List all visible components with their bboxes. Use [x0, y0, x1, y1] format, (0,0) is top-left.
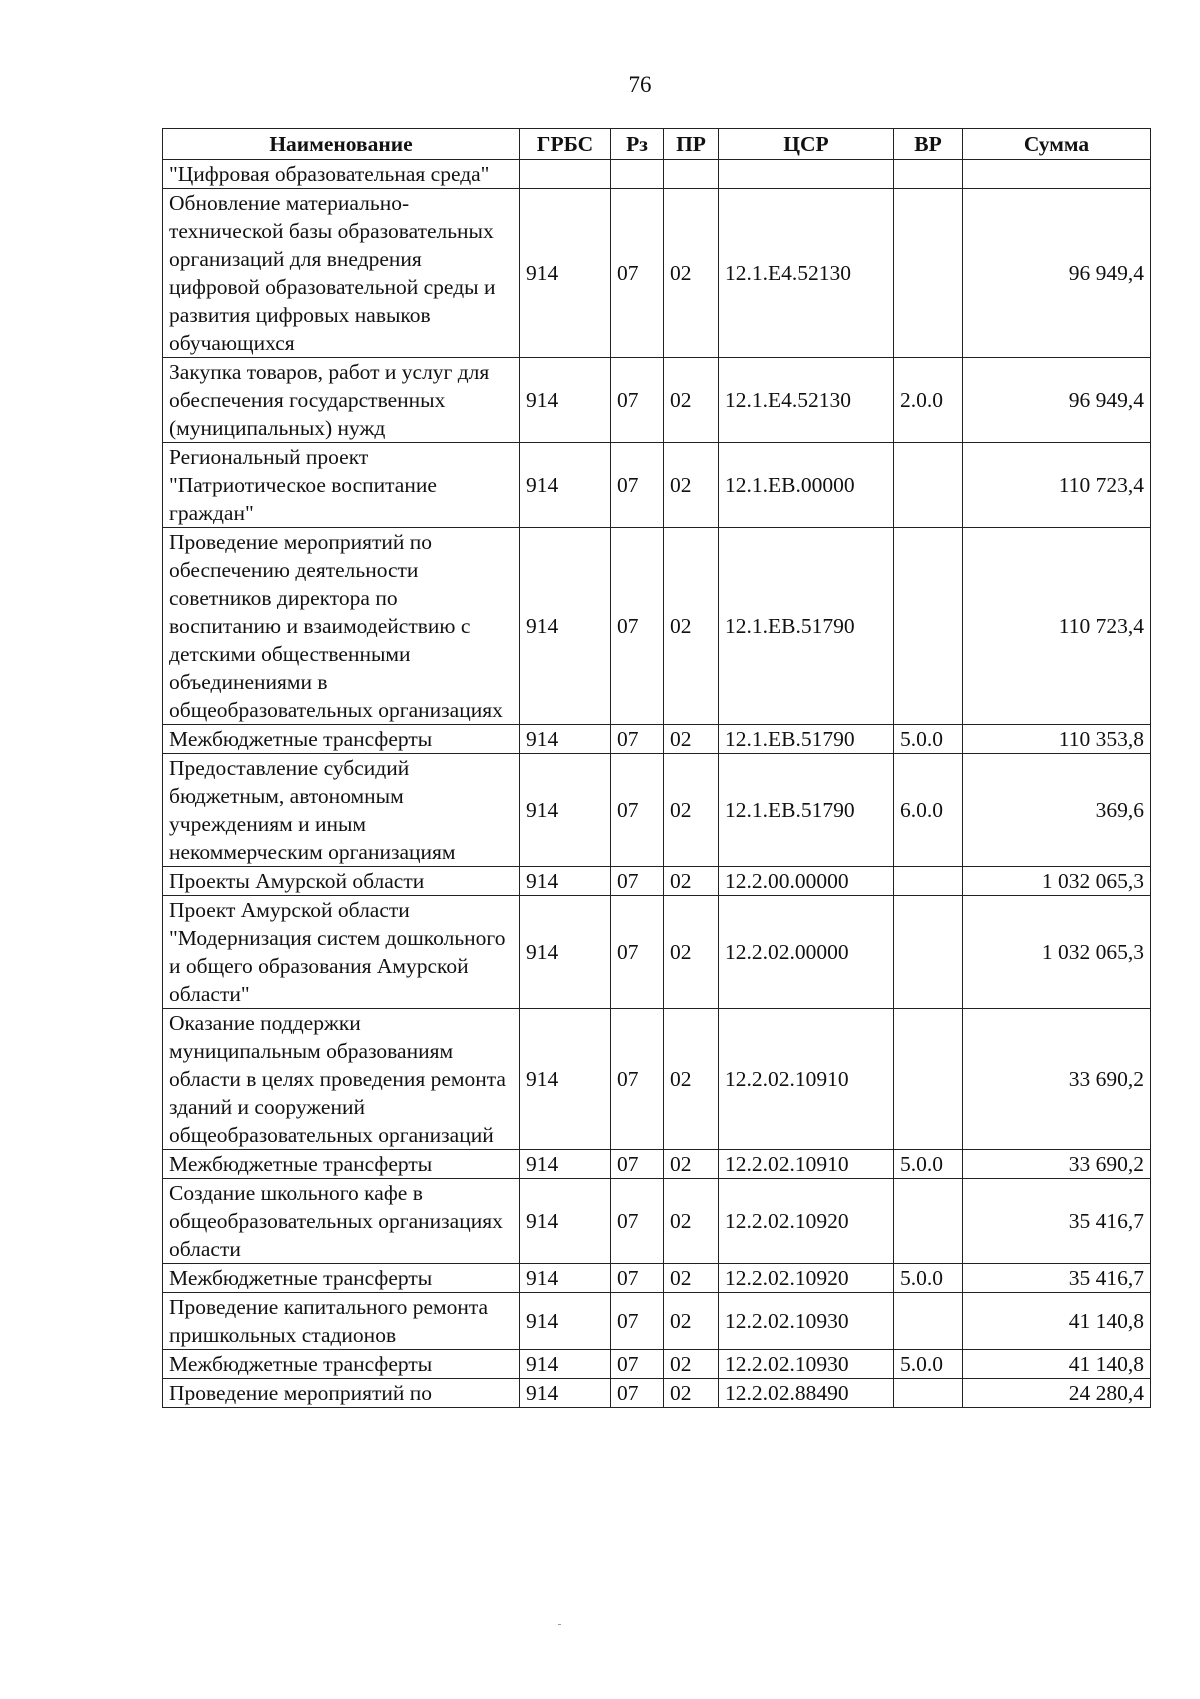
cell-pr: 02: [664, 443, 719, 528]
cell-vr: [894, 443, 963, 528]
cell-rz: 07: [611, 1009, 664, 1150]
header-vr: ВР: [894, 129, 963, 160]
cell-csr: 12.2.02.88490: [719, 1379, 894, 1408]
cell-rz: 07: [611, 754, 664, 867]
table-row: [163, 160, 1151, 189]
cell-rz: 07: [611, 1379, 664, 1408]
cell-name: Межбюджетные трансферты: [163, 1350, 520, 1379]
cell-grbs: 914: [520, 443, 611, 528]
table-row: [163, 725, 1151, 754]
cell-name: Создание школьного кафе в общеобразовательных организациях области: [163, 1179, 520, 1264]
cell-name: Оказание поддержки муниципальным образованиям области в целях проведения ремонта зданий и сооружений общеобразовательных организаций: [163, 1009, 520, 1150]
cell-sum: 33 690,2: [963, 1150, 1151, 1179]
header-row: [163, 129, 1151, 160]
cell-sum: 96 949,4: [963, 358, 1151, 443]
cell-sum: 41 140,8: [963, 1293, 1151, 1350]
cell-name: Межбюджетные трансферты: [163, 1264, 520, 1293]
cell-sum: 35 416,7: [963, 1179, 1151, 1264]
cell-pr: 02: [664, 1293, 719, 1350]
cell-csr: 12.2.02.10910: [719, 1150, 894, 1179]
header-pr: ПР: [664, 129, 719, 160]
cell-vr: [894, 1293, 963, 1350]
cell-sum: 369,6: [963, 754, 1151, 867]
cell-name: Региональный проект "Патриотическое воспитание граждан": [163, 443, 520, 528]
cell-csr: 12.1.ЕВ.51790: [719, 754, 894, 867]
budget-table: [162, 128, 1151, 1408]
cell-vr: 6.0.0: [894, 754, 963, 867]
scan-speck: [558, 1624, 561, 1625]
header-grbs: ГРБС: [520, 129, 611, 160]
cell-vr: [894, 1379, 963, 1408]
cell-sum: 1 032 065,3: [963, 867, 1151, 896]
cell-csr: 12.2.00.00000: [719, 867, 894, 896]
cell-pr: 02: [664, 1009, 719, 1150]
cell-vr: [894, 896, 963, 1009]
cell-vr: 5.0.0: [894, 1150, 963, 1179]
cell-name: Проекты Амурской области: [163, 867, 520, 896]
cell-csr: 12.1.ЕВ.51790: [719, 725, 894, 754]
cell-rz: 07: [611, 528, 664, 725]
table-row: [163, 1293, 1151, 1350]
cell-grbs: 914: [520, 725, 611, 754]
cell-vr: 5.0.0: [894, 725, 963, 754]
cell-grbs: 914: [520, 1150, 611, 1179]
cell-name: Межбюджетные трансферты: [163, 1150, 520, 1179]
cell-pr: 02: [664, 754, 719, 867]
cell-name: Межбюджетные трансферты: [163, 725, 520, 754]
table-row: [163, 528, 1151, 725]
table-row: [163, 754, 1151, 867]
cell-sum: 110 723,4: [963, 528, 1151, 725]
cell-pr: 02: [664, 1179, 719, 1264]
cell-rz: 07: [611, 358, 664, 443]
cell-pr: [664, 160, 719, 189]
cell-pr: 02: [664, 1150, 719, 1179]
header-name: Наименование: [163, 129, 520, 160]
cell-grbs: 914: [520, 1179, 611, 1264]
cell-pr: 02: [664, 867, 719, 896]
cell-pr: 02: [664, 189, 719, 358]
cell-sum: 110 723,4: [963, 443, 1151, 528]
cell-rz: 07: [611, 189, 664, 358]
cell-grbs: 914: [520, 867, 611, 896]
cell-vr: [894, 1179, 963, 1264]
cell-csr: 12.2.02.10930: [719, 1293, 894, 1350]
cell-csr: 12.2.02.10920: [719, 1264, 894, 1293]
cell-vr: [894, 189, 963, 358]
cell-csr: [719, 160, 894, 189]
cell-csr: 12.1.Е4.52130: [719, 358, 894, 443]
cell-grbs: 914: [520, 754, 611, 867]
table-row: [163, 1179, 1151, 1264]
cell-rz: 07: [611, 1293, 664, 1350]
table-row: [163, 1264, 1151, 1293]
cell-sum: [963, 160, 1151, 189]
header-rz: Рз: [611, 129, 664, 160]
cell-grbs: 914: [520, 1293, 611, 1350]
cell-name: Предоставление субсидий бюджетным, автономным учреждениям и иным некоммерческим организациям: [163, 754, 520, 867]
cell-vr: 5.0.0: [894, 1350, 963, 1379]
table-row: [163, 358, 1151, 443]
cell-vr: 5.0.0: [894, 1264, 963, 1293]
cell-rz: 07: [611, 896, 664, 1009]
header-sum: Сумма: [963, 129, 1151, 160]
cell-sum: 96 949,4: [963, 189, 1151, 358]
cell-name: Проведение мероприятий по: [163, 1379, 520, 1408]
cell-grbs: 914: [520, 528, 611, 725]
cell-rz: [611, 160, 664, 189]
cell-vr: 2.0.0: [894, 358, 963, 443]
cell-grbs: 914: [520, 1350, 611, 1379]
cell-vr: [894, 528, 963, 725]
cell-pr: 02: [664, 1350, 719, 1379]
cell-vr: [894, 160, 963, 189]
cell-grbs: 914: [520, 1379, 611, 1408]
cell-grbs: 914: [520, 358, 611, 443]
cell-pr: 02: [664, 896, 719, 1009]
cell-csr: 12.2.02.00000: [719, 896, 894, 1009]
cell-sum: 110 353,8: [963, 725, 1151, 754]
cell-pr: 02: [664, 358, 719, 443]
cell-csr: 12.2.02.10930: [719, 1350, 894, 1379]
cell-sum: 41 140,8: [963, 1350, 1151, 1379]
cell-name: Проект Амурской области "Модернизация систем дошкольного и общего образования Амурской области": [163, 896, 520, 1009]
cell-pr: 02: [664, 1264, 719, 1293]
cell-name: Проведение мероприятий по обеспечению деятельности советников директора по воспитанию и взаимодействию с детскими общественными объединениями в общеобразовательных организациях: [163, 528, 520, 725]
cell-rz: 07: [611, 867, 664, 896]
cell-rz: 07: [611, 1150, 664, 1179]
table-row: [163, 1150, 1151, 1179]
cell-vr: [894, 1009, 963, 1150]
cell-rz: 07: [611, 725, 664, 754]
cell-name: Проведение капитального ремонта пришкольных стадионов: [163, 1293, 520, 1350]
table-row: [163, 443, 1151, 528]
cell-grbs: [520, 160, 611, 189]
cell-rz: 07: [611, 1350, 664, 1379]
table-row: [163, 867, 1151, 896]
table-row: [163, 896, 1151, 1009]
cell-csr: 12.1.Е4.52130: [719, 189, 894, 358]
cell-csr: 12.2.02.10910: [719, 1009, 894, 1150]
table-row: [163, 189, 1151, 358]
cell-sum: 1 032 065,3: [963, 896, 1151, 1009]
cell-csr: 12.2.02.10920: [719, 1179, 894, 1264]
cell-rz: 07: [611, 443, 664, 528]
cell-sum: 33 690,2: [963, 1009, 1151, 1150]
cell-pr: 02: [664, 528, 719, 725]
table-row: [163, 1009, 1151, 1150]
cell-grbs: 914: [520, 189, 611, 358]
page-number: 76: [628, 72, 652, 97]
header-csr: ЦСР: [719, 129, 894, 160]
cell-csr: 12.1.ЕВ.00000: [719, 443, 894, 528]
cell-grbs: 914: [520, 896, 611, 1009]
cell-name: Закупка товаров, работ и услуг для обеспечения государственных (муниципальных) нужд: [163, 358, 520, 443]
cell-name: "Цифровая образовательная среда": [163, 160, 520, 189]
cell-vr: [894, 867, 963, 896]
cell-pr: 02: [664, 725, 719, 754]
cell-sum: 35 416,7: [963, 1264, 1151, 1293]
cell-sum: 24 280,4: [963, 1379, 1151, 1408]
cell-rz: 07: [611, 1264, 664, 1293]
table-row: [163, 1379, 1151, 1408]
cell-rz: 07: [611, 1179, 664, 1264]
cell-grbs: 914: [520, 1009, 611, 1150]
cell-csr: 12.1.ЕВ.51790: [719, 528, 894, 725]
cell-name: Обновление материально-технической базы образовательных организаций для внедрения цифровой образовательной среды и развития цифровых навыков обучающихся: [163, 189, 520, 358]
cell-grbs: 914: [520, 1264, 611, 1293]
table-row: [163, 1350, 1151, 1379]
cell-pr: 02: [664, 1379, 719, 1408]
